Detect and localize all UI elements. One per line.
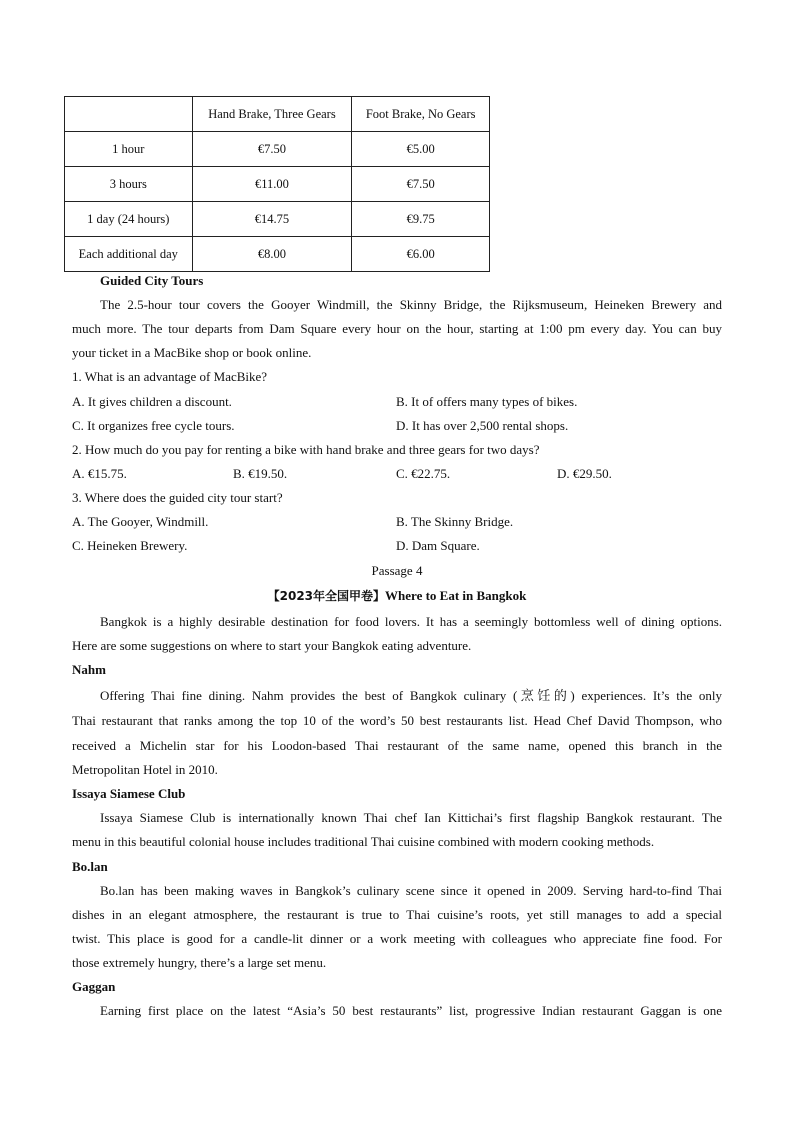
question-3: 3. Where does the guided city tour start? [72, 490, 283, 505]
section-heading-gaggan: Gaggan [72, 979, 116, 994]
table-row [65, 237, 490, 272]
bolan-line: twist. This place is good for a candle-lit dinner or a work meeting with colleagues who appreciate fine food. For [72, 931, 722, 946]
table-header-cell: Foot Brake, No Gears [352, 97, 490, 132]
q2-option-d: D. €29.50. [557, 466, 612, 481]
question-2: 2. How much do you pay for renting a bike with hand brake and three gears for two days? [72, 442, 540, 457]
issaya-line: menu in this beautiful colonial house includes traditional Thai cuisine combined with modern cooking methods. [72, 834, 655, 849]
question-1: 1. What is an advantage of MacBike? [72, 369, 268, 384]
passage-title [72, 586, 722, 606]
table-cell: €8.00 [192, 237, 352, 272]
tours-line: your ticket in a MacBike shop or book online. [72, 345, 312, 360]
intro-line: Here are some suggestions on where to start your Bangkok eating adventure. [72, 638, 472, 653]
bolan-line: those extremely hungry, there’s a large set menu. [72, 955, 327, 970]
q1-option-a: A. It gives children a discount. [72, 394, 232, 409]
table-cell: €7.50 [192, 132, 352, 167]
section-heading-nahm: Nahm [72, 662, 106, 677]
q1-option-b: B. It of offers many types of bikes. [396, 394, 578, 409]
table-cell: Each additional day [65, 237, 193, 272]
q1-option-d: D. It has over 2,500 rental shops. [396, 418, 569, 433]
q2-option-b: B. €19.50. [233, 466, 288, 481]
table-row [65, 202, 490, 237]
table-row [65, 167, 490, 202]
table-cell: 1 hour [65, 132, 193, 167]
q2-option-c: C. €22.75. [396, 466, 451, 481]
passage-source-tag: 【2023年全国甲卷】 [267, 589, 386, 603]
tours-line: The 2.5-hour tour covers the Gooyer Windmill, the Skinny Bridge, the Rijksmuseum, Heineken Brewery and [100, 297, 722, 312]
nahm-line: Metropolitan Hotel in 2010. [72, 762, 218, 777]
q3-option-a: A. The Gooyer, Windmill. [72, 514, 209, 529]
bolan-line: Bo.lan has been making waves in Bangkok’s culinary scene since it opened in 2009. Serving hard-to-find Thai [100, 883, 722, 898]
table-row [65, 132, 490, 167]
table-cell: €11.00 [192, 167, 352, 202]
tours-heading: Guided City Tours [100, 273, 204, 288]
q2-option-a: A. €15.75. [72, 466, 127, 481]
table-header-cell: Hand Brake, Three Gears [192, 97, 352, 132]
nahm-line: Offering Thai fine dining. Nahm provides the best of Bangkok culinary (烹饪的) experiences. It’s the only [100, 688, 722, 703]
q3-option-d: D. Dam Square. [396, 538, 480, 553]
table-cell: €5.00 [352, 132, 490, 167]
q3-option-c: C. Heineken Brewery. [72, 538, 188, 553]
table-cell: €9.75 [352, 202, 490, 237]
table-cell: 1 day (24 hours) [65, 202, 193, 237]
bolan-line: dishes in an elegant atmosphere, the restaurant is true to Thai cuisine’s roots, yet still manages to add a special [72, 907, 722, 922]
q3-option-b: B. The Skinny Bridge. [396, 514, 514, 529]
passage-title-text: Where to Eat in Bangkok [385, 588, 527, 603]
table-header-cell [65, 97, 193, 132]
tours-line: much more. The tour departs from Dam Square every hour on the hour, starting at 1:00 pm every day. You can buy [72, 321, 722, 336]
issaya-line: Issaya Siamese Club is internationally known Thai chef Ian Kittichai’s first flagship Bangkok restaurant. The [100, 810, 722, 825]
bike-rental-price-table [64, 96, 490, 272]
table-cell: €6.00 [352, 237, 490, 272]
passage-label: Passage 4 [371, 563, 423, 578]
nahm-line: Thai restaurant that ranks among the top 10 of the word’s 50 best restaurants list. Head Chef David Thompson, who [72, 713, 722, 728]
table-cell: €14.75 [192, 202, 352, 237]
intro-line: Bangkok is a highly desirable destination for food lovers. It has a seemingly bottomless well of dining options. [100, 614, 722, 629]
q1-option-c: C. It organizes free cycle tours. [72, 418, 235, 433]
section-heading-bolan: Bo.lan [72, 859, 108, 874]
table-cell: 3 hours [65, 167, 193, 202]
table-header-row [65, 97, 490, 132]
section-heading-issaya: Issaya Siamese Club [72, 786, 186, 801]
nahm-line: received a Michelin star for his Loodon-based Thai restaurant of the same name, opened this branch in the [72, 738, 722, 753]
table-cell: €7.50 [352, 167, 490, 202]
gaggan-line: Earning first place on the latest “Asia’s 50 best restaurants” list, progressive Indian restaurant Gaggan is one [100, 1003, 722, 1018]
